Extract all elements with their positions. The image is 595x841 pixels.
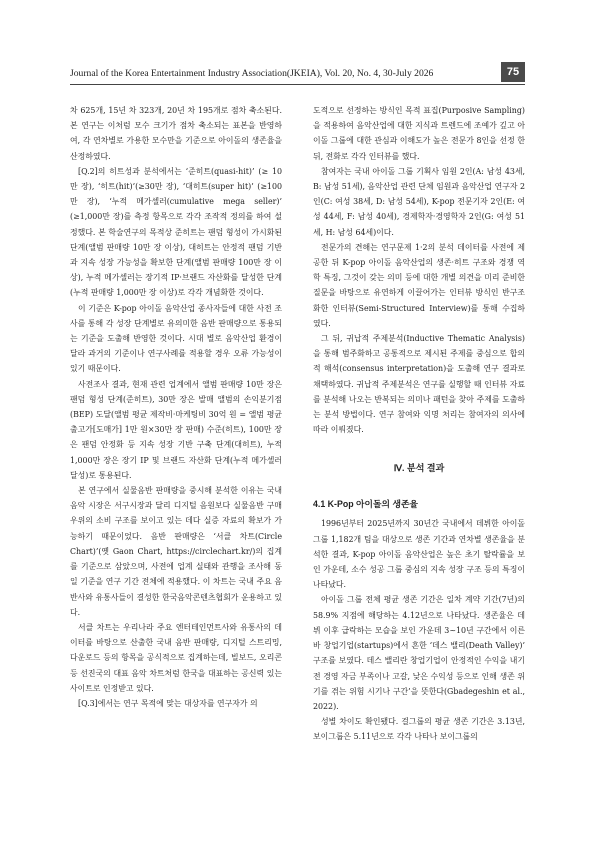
page-header: [70, 62, 525, 82]
paragraph: 1996년부터 2025년까지 30년간 국내에서 데뷔한 아이돌 그룹 1,182개 팀을 대상으로 생존 기간과 연차별 생존율을 분석한 결과, K-pop 아이돌 음악산업은 높은 초기 탈락률을 보인 가운데, 소수 성공 그룹 중심의 지속 성장 구조 등의 특징이 나타났다.: [313, 519, 525, 590]
paragraph: 성별 차이도 확인됐다. 걸그룹의 평균 생존 기간은 3.13년, 보이그룹은 5.11년으로 각각 나타나 보이그룹의: [313, 717, 525, 742]
subsection-title: 4.1 K-Pop 아이돌의 생존율: [313, 499, 418, 510]
paragraph: 전문가의 견해는 연구문제 1·2의 분석 데이터를 사전에 제공한 뒤 K-pop 아이돌 음악산업의 생존·히트 구조와 경쟁 역학 특징, 그것이 갖는 의미 등에 대한 개별 의견을 미리 준비한 질문을 바탕으로 유연하게 이끌어가는 인터뷰 방식인 반구조화한 인터뷰(Semi-Structured Interview)를 통해 수집하였다.: [313, 242, 525, 328]
section-title: Ⅳ. 분석 결과: [393, 463, 445, 474]
paragraph: 본 연구에서 실물음반 판매량을 중시해 분석한 이유는 국내 음악 시장은 서구시장과 달리 디지털 음원보다 실물음반 구매 우위의 소비 구조를 보이고 있는 데다 실증 자료의 확보가 가능하기 때문이었다. 음반 판매량은 ‘서클 차트(Circle Chart)’(옛 Gaon Chart, https://circlechart.kr/)의 집계를 기준으로 삼았으며, 사전에 업계 실태와 관행을 조사해 동일 기준을 연구 기간 전체에 적용했다. 이 차트는 국내 주요 음반사와 유통사들이 결성한 한국음악콘텐츠협회가 운용하고 있다.: [70, 486, 282, 617]
paragraph: 차 625개, 15년 차 323개, 20년 차 195개로 점차 축소된다. 본 연구는 이처럼 모수 크기가 점차 축소되는 표본을 반영하여, 각 연차별로 가용한 모수만을 기준으로 아이돌의 생존율을 산정하였다.: [70, 106, 282, 161]
paragraph: [Q.2]의 히트성과 분석에서는 ‘준히트(quasi-hit)’ (≥ 10만 장), ‘히트(hit)’(≥30만 장), ‘대히트(super hit)’ (≥100만 장), ‘누적 메가셀러(cumulative mega seller)’ (≥1,000만 장)를 측정 항목으로 각각 조작적 정의를 하여 설정했다. 본 학술연구의 목적상 준히트는 팬덤 형성이 가시화된 단계(앨범 판매량 10만 장 이상), 대히트는 안정적 팬덤 기반과 지속 성장 가능성을 확보한 단계(앨범 판매량 100만 장 이상), 누적 메가셀러는 장기적 IP·브랜드 자산화를 달성한 단계(누적 판매량 1,000만 장 이상)로 각각 개념화한 것이다.: [70, 166, 282, 298]
paragraph: 그 뒤, 귀납적 주제분석(Inductive Thematic Analysis)을 통해 범주화하고 공통적으로 제시된 주제를 중심으로 합의적 해석(consensus interpretation)을 도출해 연구 결과로 채택하였다. 귀납적 주제분석은 연구를 실행할 때 인터뷰 자료를 분석해 나오는 반복되는 의미나 패턴을 찾아 주제를 도출하는 분석 방법이다. 연구 참여와 익명 처리는 참여자의 의사에 따라 이뤄졌다.: [313, 334, 525, 435]
left-column: [70, 103, 282, 711]
paragraph: 서클 차트는 우리나라 주요 엔터테인먼트사와 유통사의 데이터를 바탕으로 산출한 국내 음반 판매량, 디지털 스트리밍, 다운로드 등의 항목을 공식적으로 집계하는데, 빌보드, 오리콘 등 선진국의 대표 음악 차트처럼 한국을 대표하는 공신력 있는 사이트로 인정받고 있다.: [70, 622, 282, 693]
page-number: 75: [501, 62, 525, 82]
paragraph: 이 기준은 K-pop 아이돌 음악산업 종사자들에 대한 사전 조사를 통해 각 성장 단계별로 유의미한 음반 판매량으로 통용되는 기준을 도출해 반영한 것이다. 시대 별로 음악산업 환경이 달라 과거의 기준이나 연구사례를 적용할 경우 오류 가능성이 있기 때문이다.: [70, 303, 282, 374]
paragraph: 아이돌 그룹 전체 평균 생존 기간은 일차 계약 기간(7년)의 58.9% 지점에 해당하는 4.12년으로 나타났다. 생존율은 데뷔 이후 급락하는 모습을 보인 가운데 3~10년 구간에서 이른바 창업기업(startups)에서 흔한 ‘데스 밸리(Death Valley)’ 구조를 보였다. 데스 밸리란 창업기업이 안정적인 수익을 내기 전 경영 자금 부족이나 고갈, 낮은 수익성 등으로 인해 생존 위기를 겪는 위험 시기나 구간’을 뜻한다(Gbadegeshin et al., 2022).: [313, 595, 525, 711]
paragraph: 도적으로 선정하는 방식인 목적 표집(Purposive Sampling)을 적용하여 음악산업에 대한 지식과 트렌드에 조예가 깊고 아이돌 그룹에 대한 관심과 이해도가 높은 전문가 8인을 선정 한 뒤, 전화로 각각 인터뷰를 했다.: [313, 106, 525, 161]
paragraph: 참여자는 국내 아이돌 그룹 기획사 임원 2인(A: 남성 43세, B: 남성 51세), 음악산업 관련 단체 임원과 음악산업 연구자 2인(C: 여성 38세, D: 남성 54세), K-pop 전문기자 2인(E: 여성 44세, F: 남성 40세), 경제학자·경영학자 2인(G: 여성 51세, H: 남성 64세)이다.: [313, 166, 525, 237]
journal-title: Journal of the Korea Entertainment Industry Association(JKEIA), Vol. 20, No. 4, 30-July 2026: [70, 68, 434, 79]
header-rule: [70, 84, 525, 85]
right-column: [313, 103, 525, 745]
paragraph: 사전조사 결과, 현재 관련 업계에서 앨범 판매량 10만 장은 팬덤 형성 단계(준히트), 30만 장은 발매 앨범의 손익분기점(BEP) 도달(앨범 평균 제작비·마케팅비 30억 원 = 앨범 평균 출고가[도매가] 1만 원×30만 장 판매) 수준(히트), 100만 장은 팬덤 안정화 등 지속 성장 기반 구축 단계(대히트), 누적 1,000만 장은 장기 IP 및 브랜드 자산화 단계(누적 메가셀러 달성)로 통용된다.: [70, 379, 282, 480]
paragraph: [Q.3]에서는 연구 목적에 맞는 대상자를 연구자가 의: [78, 698, 258, 708]
